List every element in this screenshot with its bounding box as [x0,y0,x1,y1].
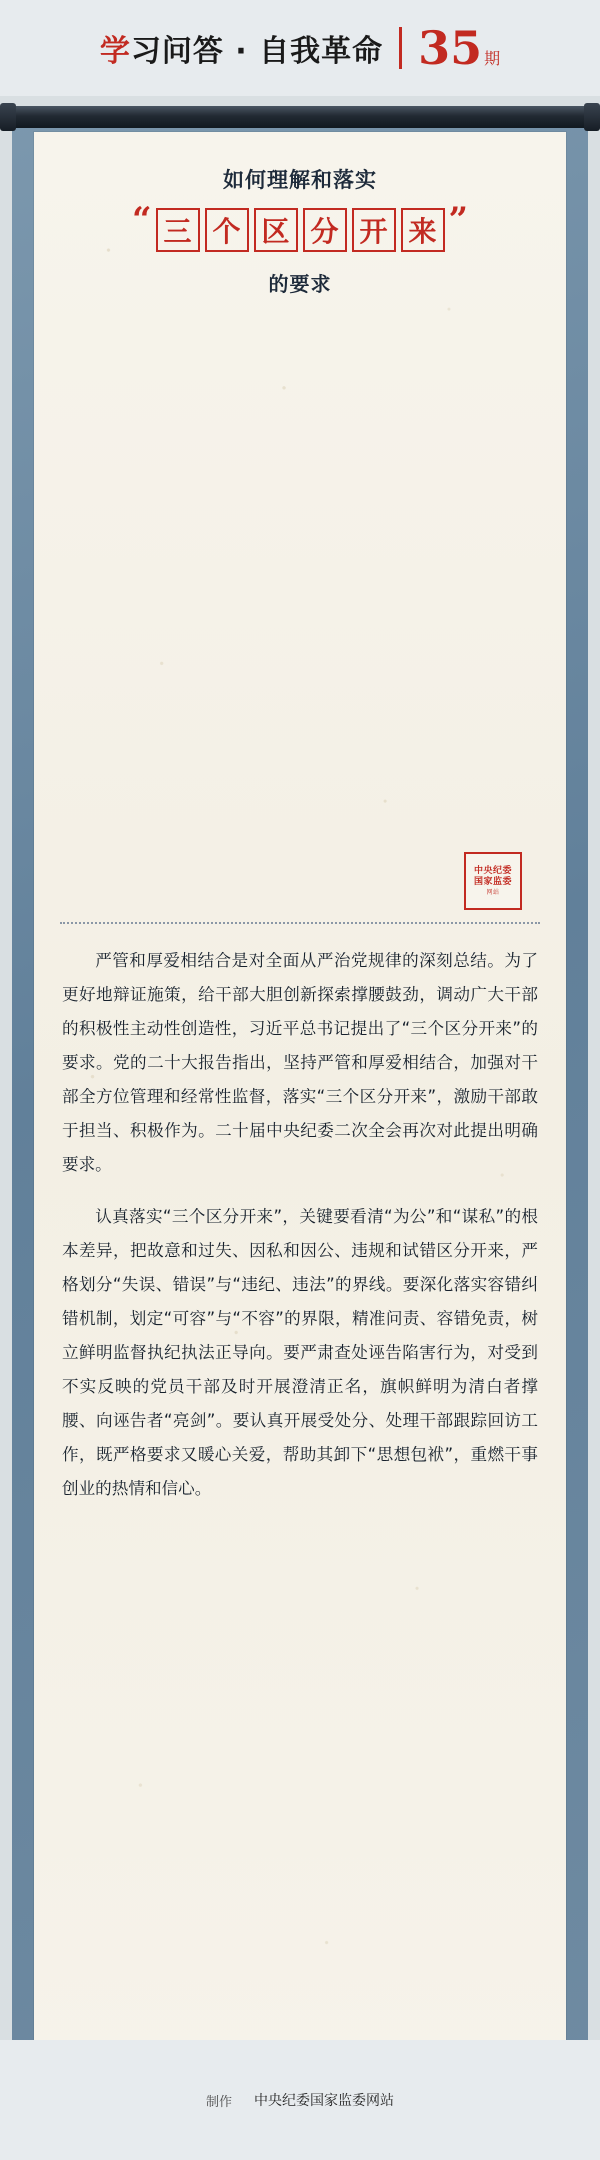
page-title [100,26,383,70]
quote-close: ” [448,200,469,240]
seal-line-2: 国家监委 [473,877,512,888]
divider-dotted [60,922,540,924]
issue-badge [418,21,501,75]
poster-subtitle-top: 如何理解和落实 [223,168,377,192]
scroll-banner [12,106,588,2126]
scroll-rod-top [8,106,592,128]
page-header [0,0,600,96]
seal-line-1: 中央纪委 [473,866,512,876]
issue-number: 35 [418,21,483,75]
page-title-rest: 习问答 · 自我革命 [130,34,384,69]
body-paragraph: 认真落实“三个区分开来”，关键要看清“为公”和“谋私”的根本差异，把故意和过失、因私和因公、违规和试错区分开来，严格划分“失误、错误”与“违纪、违法”的界线。要深化落实容错纠错机制，划定“可容”与“不容”的界限，精准问责、容错免责，树立鲜明监督执纪执法正导向。要严肃查处诬告陷害行为，对受到不实反映的党员干部及时开展澄清正名，旗帜鲜明为清白者撑腰、向诬告者“亮剑”。要认真开展受处分、处理干部跟踪回访工作，既严格要求又暖心关爱，帮助其卸下“思想包袱”，重燃干事创业的热情和信心。 [62,1207,538,1499]
poster-subtitle-bottom: 的要求 [268,272,332,296]
boxed-char: 来 [401,208,445,252]
seal-box [464,852,522,910]
boxed-char: 三 [156,208,200,252]
header-divider [399,27,402,69]
seal-line-3: 网站 [486,888,500,896]
footer-credit-value: 中央纪委国家监委网站 [254,2093,394,2109]
seal-stamp [464,852,522,910]
boxed-char: 个 [205,208,249,252]
boxed-phrase [156,208,445,252]
scroll-rod-cap-top-right [584,103,600,131]
poster-paper [34,132,566,2100]
boxed-char: 区 [254,208,298,252]
quote-open: “ [131,200,152,240]
scroll-rod-cap-top-left [0,103,16,131]
page-footer [0,2040,600,2160]
boxed-char: 分 [303,208,347,252]
boxed-char: 开 [352,208,396,252]
poster-main-title [60,200,540,252]
page-title-accent: 学 [99,34,131,69]
issue-unit: 期 [484,49,501,68]
header-inner [99,21,501,75]
footer-credit-label: 制作 [205,2094,232,2110]
body-paragraph: 严管和厚爱相结合是对全面从严治党规律的深刻总结。为了更好地辩证施策，给干部大胆创新探索撑腰鼓劲，调动广大干部的积极性主动性创造性，习近平总书记提出了“三个区分开来”的要求。党的二十大报告指出，坚持严管和厚爱相结合，加强对干部全方位管理和经常性监督，落实“三个区分开来”，激励干部敢于担当、积极作为。二十届中央纪委二次全会再次对此提出明确要求。 [62,951,538,1175]
poster-body [62,944,538,1524]
